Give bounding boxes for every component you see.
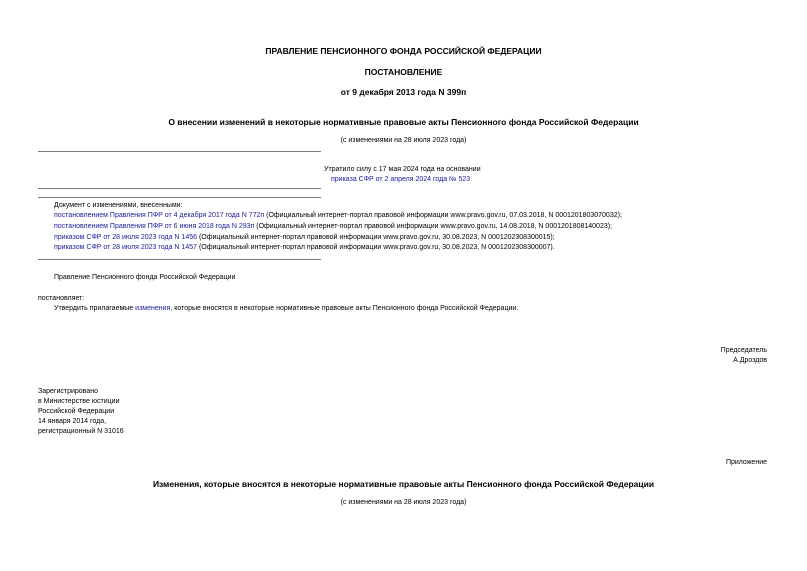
- amendment-note: (Официальный интернет-портал правовой информации www.pravo.gov.ru, 30.08.2023, N 0001202308300007).: [197, 244, 555, 251]
- registration-line: 14 января 2014 года,: [38, 418, 107, 425]
- changes-link[interactable]: изменения: [135, 305, 171, 312]
- invalidated-link[interactable]: приказа СФР от 2 апреля 2024 года № 523: [331, 176, 471, 183]
- divider: [38, 259, 321, 260]
- decrees-text: постановляет:: [38, 295, 85, 302]
- appendix-revision: (с изменениями на 28 июля 2023 года): [340, 499, 467, 506]
- registration-line: в Министерстве юстиции: [38, 398, 120, 405]
- doc-title: О внесении изменений в некоторые нормативные правовые акты Пенсионного фонда Российской Федерации: [168, 117, 639, 127]
- doc-revision: (с изменениями на 28 июля 2023 года): [340, 137, 467, 144]
- signature-name: А.Дроздов: [733, 357, 767, 364]
- doc-date-number: от 9 декабря 2013 года N 399п: [340, 87, 467, 97]
- amendment-note: (Официальный интернет-портал правовой информации www.pravo.gov.ru, 14.08.2018, N 0001201808140023);: [254, 223, 613, 230]
- amendment-link[interactable]: постановлением Правления ПФР от 4 декабря 2017 года N 772п: [54, 212, 265, 219]
- divider: [38, 151, 321, 152]
- amendment-note: (Официальный интернет-портал правовой информации www.pravo.gov.ru, 30.08.2023, N 0001202308300015);: [197, 234, 555, 241]
- amendment-link[interactable]: приказом СФР от 28 июля 2023 года N 1456: [54, 234, 197, 241]
- doc-type: ПОСТАНОВЛЕНИЕ: [364, 67, 443, 77]
- appendix-title: Изменения, которые вносятся в некоторые нормативные правовые акты Пенсионного фонда Российской Федерации: [152, 479, 655, 489]
- amendment-item: [54, 222, 612, 232]
- approve-paragraph: [54, 304, 518, 314]
- amendment-item: [54, 233, 555, 243]
- amendment-note: (Официальный интернет-портал правовой информации www.pravo.gov.ru, 07.03.2018, N 0001201803070032);: [264, 212, 622, 219]
- registration-line: регистрационный N 31016: [38, 428, 124, 435]
- amended-intro: Документ с изменениями, внесенными:: [54, 202, 183, 209]
- amendment-item: [54, 211, 622, 221]
- registration-line: Зарегистрировано: [38, 388, 98, 395]
- signature-role: Председатель: [720, 347, 767, 354]
- approve-prefix: Утвердить прилагаемые: [54, 305, 136, 312]
- registration-line: Российской Федерации: [38, 408, 115, 415]
- amendment-link[interactable]: постановлением Правления ПФР от 6 июня 2018 года N 293п: [54, 223, 255, 230]
- appendix-label: Приложение: [725, 459, 767, 466]
- approve-suffix: , которые вносятся в некоторые нормативные правовые акты Пенсионного фонда Российской Федерации.: [170, 305, 519, 312]
- amendment-item: [54, 243, 555, 253]
- issuer-text: Правление Пенсионного фонда Российской Федерации: [54, 274, 236, 281]
- divider: [38, 197, 321, 198]
- divider: [38, 188, 321, 189]
- amendment-link[interactable]: приказом СФР от 28 июля 2023 года N 1457: [54, 244, 197, 251]
- org-name: ПРАВЛЕНИЕ ПЕНСИОННОГО ФОНДА РОССИЙСКОЙ ФЕДЕРАЦИИ: [265, 46, 542, 56]
- invalidated-notice: Утратило силу с 17 мая 2024 года на основании: [324, 166, 481, 173]
